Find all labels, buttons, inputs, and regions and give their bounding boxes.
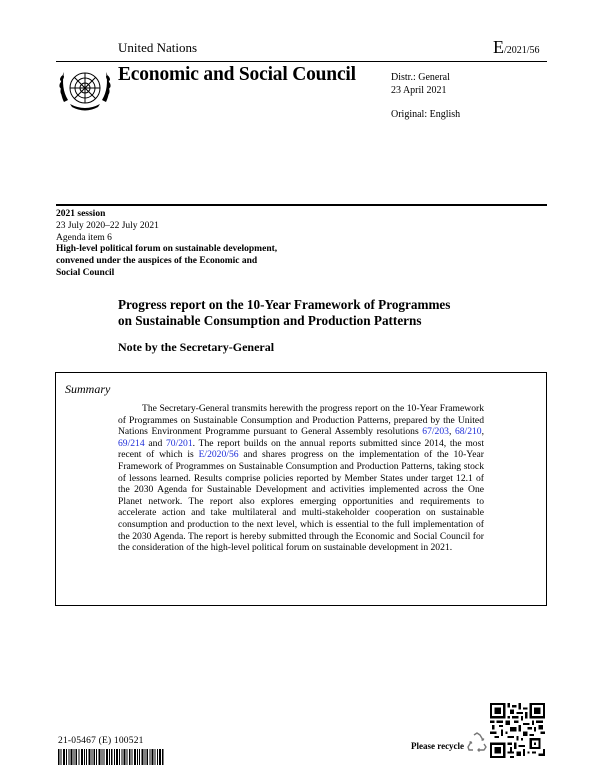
document-symbol	[493, 37, 540, 58]
job-number: 21-05467 (E) 100521	[58, 736, 144, 746]
agenda-item: Agenda item 6	[56, 232, 112, 243]
summary-label: Summary	[65, 382, 111, 396]
recycle-text: Please recycle	[411, 741, 465, 751]
document-title	[118, 297, 450, 329]
title-line1: Progress report on the 10-Year Framework of Programmes	[118, 297, 451, 312]
document-date: 23 April 2021	[391, 84, 447, 96]
recycle-icon	[466, 731, 488, 753]
summary-separator: and	[144, 437, 166, 449]
barcode-icon	[58, 749, 164, 765]
symbol-prefix: E	[493, 37, 504, 57]
session-block	[56, 209, 277, 280]
distribution: Distr.: General	[391, 72, 450, 83]
symbol-number: /2021/56	[504, 45, 540, 56]
organization-name: United Nations	[118, 40, 198, 55]
summary-text-part3: and shares progress on the implementation of the 10-Year Framework of Programmes on Sustainable Consumption and Production Patterns, taking stock of lessons learned. Results comprise policies reported by Member States under target 12.1 of the 2030 Agenda for Sustainable Development and activities implemented across the One Planet network. The report also explores emerging opportunities and requirements to accelerate action and take multilateral and multi-stakeholder cooperation on sustainable consumption and production to the next level, which is essential to the full implementation of the 2030 Agenda. The report is hereby submitted through the Economic and Social Council for the consideration of the high-level political forum on sustainable development in 2021.	[118, 449, 484, 554]
resolution-link-70-201[interactable]: 70/201	[165, 437, 193, 449]
qr-code-icon	[490, 703, 545, 758]
agenda-title-line2: convened under the auspices of the Economic and	[56, 256, 258, 267]
summary-separator: ,	[481, 426, 484, 438]
resolution-link-68-210[interactable]: 68/210	[454, 426, 482, 438]
session-dates: 23 July 2020–22 July 2021	[56, 220, 159, 231]
report-link-e-2020-56[interactable]: E/2020/56	[198, 449, 239, 461]
summary-paragraph	[118, 403, 484, 554]
summary-text-part1: The Secretary-General transmits herewith the progress report on the 10-Year Framework of Programmes on Sustainable Consumption and Production Patterns, prepared by the United Nations Environment Programme pursuant to General Assembly resolutions	[118, 403, 484, 438]
summary-text-part2: . The report builds on the annual reports submitted since 2014, the most recent of which is	[118, 437, 484, 461]
distribution-block	[391, 72, 450, 97]
council-name: Economic and Social Council	[118, 64, 356, 85]
session-rule	[56, 204, 547, 206]
summary-separator: ,	[448, 426, 455, 438]
un-emblem-icon	[56, 64, 114, 116]
original-language: Original: English	[391, 109, 461, 120]
header-rule	[56, 61, 547, 62]
agenda-title-line1: High-level political forum on sustainable development,	[56, 244, 278, 255]
document-subtitle: Note by the Secretary-General	[118, 340, 275, 354]
resolution-link-67-203[interactable]: 67/203	[422, 426, 449, 438]
session-name: 2021 session	[56, 209, 106, 219]
agenda-title-line3: Social Council	[56, 267, 115, 278]
title-line2: on Sustainable Consumption and Production Patterns	[118, 313, 422, 328]
resolution-link-69-214[interactable]: 69/214	[118, 437, 145, 449]
